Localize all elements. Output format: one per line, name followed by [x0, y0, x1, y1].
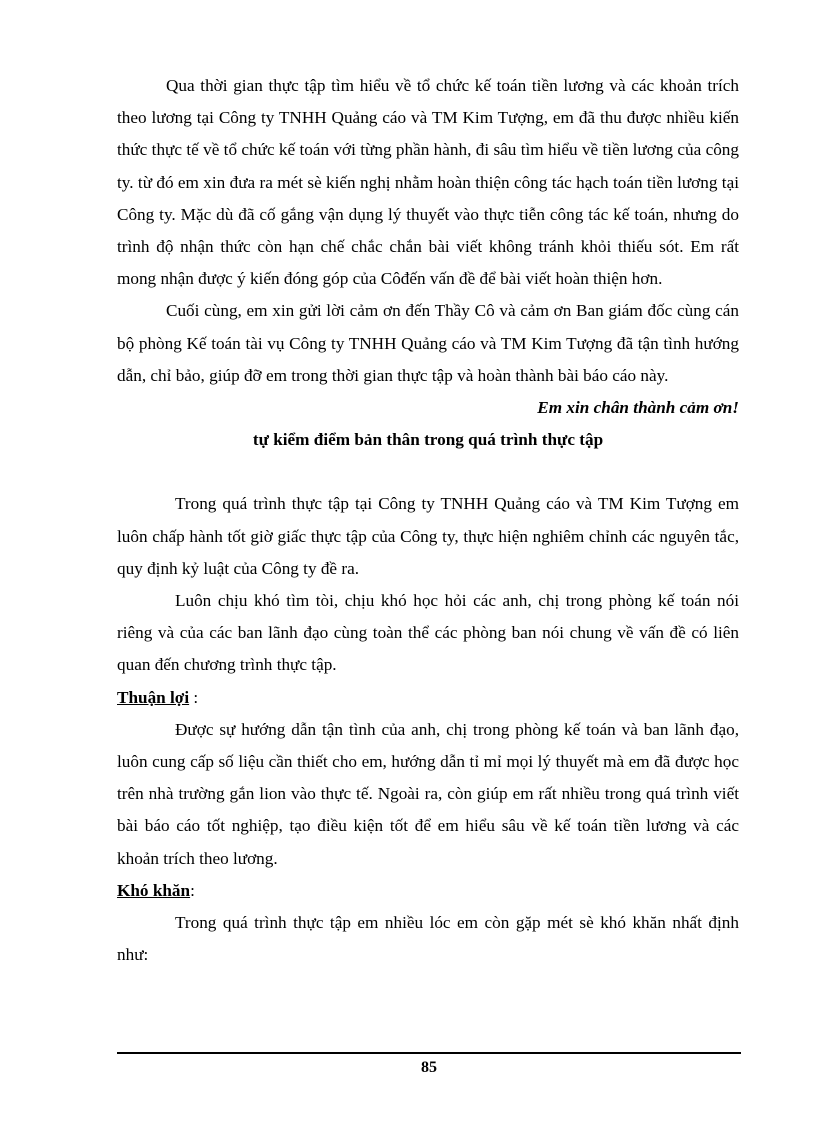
difficulties-colon: : — [190, 880, 195, 900]
paragraph-discipline: Trong quá trình thực tập tại Công ty TNHH Quảng cáo và TM Kim Tượng em luôn chấp hành tốt giờ giấc thực tập của Công ty, thực hiện nghiêm chỉnh các nguyên tắc, quy định kỷ luật của Công ty đề ra. — [117, 494, 739, 578]
thanks-line: Em xin chân thành cảm ơn! — [537, 398, 739, 418]
difficulties-label: Khó khăn — [117, 880, 191, 900]
difficulties-heading — [117, 875, 739, 907]
advantages-label: Thuận lợi — [117, 687, 190, 707]
footer-rule — [117, 1052, 741, 1054]
advantages-heading — [117, 682, 739, 714]
paragraph-advantages: Được sự hướng dẫn tận tình của anh, chị trong phòng kế toán và ban lãnh đạo, luôn cung cấp số liệu cần thiết cho em, hướng dẫn tỉ mỉ mọi lý thuyết mà em đã được học trên nhà trường gắn lion vào thực tế. Ngoài ra, còn giúp em rất nhiều trong quá trình viết bài báo cáo tốt nghiệp, tạo điều kiện tốt để em hiểu sâu về kế toán tiền lương và các khoản trích theo lương. — [117, 719, 739, 868]
advantages-colon: : — [189, 687, 199, 707]
section-title: tự kiểm điểm bản thân trong quá trình thực tập — [252, 430, 604, 450]
page-number: 85 — [421, 1059, 437, 1076]
paragraph-difficulties: Trong quá trình thực tập em nhiều lóc em còn gặp mét sè khó khăn nhất định như: — [117, 913, 739, 965]
paragraph-acknowledgement: Cuối cùng, em xin gửi lời cảm ơn đến Thầy Cô và cảm ơn Ban giám đốc cùng cán bộ phòng Kế toán tài vụ Công ty TNHH Quảng cáo và TM Kim Tượng đã tận tình hướng dẫn, chỉ bảo, giúp đỡ em trong thời gian thực tập và hoàn thành bài báo cáo này. — [117, 301, 739, 385]
blank-line — [117, 456, 739, 488]
paragraph-internship-summary: Qua thời gian thực tập tìm hiểu về tổ chức kế toán tiền lương và các khoản trích theo lương tại Công ty TNHH Quảng cáo và TM Kim Tượng, em đã thu được nhiều kiến thức thực tế về tổ chức kế toán với từng phần hành, đi sâu tìm hiểu về tiền lương của công ty. từ đó em xin đưa ra mét sè kiến nghị nhằm hoàn thiện công tác hạch toán tiền lương tại Công ty. Mặc dù đã cố gắng vận dụng lý thuyết vào thực tiễn công tác kế toán, nhưng do trình độ nhận thức còn hạn chế chắc chắn bài viết không tránh khỏi thiếu sót. Em rất mong nhận được ý kiến đóng góp của Côđến vấn đề để bài viết hoàn thiện hơn. — [117, 76, 739, 289]
body-text — [117, 70, 739, 971]
paragraph-learning: Luôn chịu khó tìm tòi, chịu khó học hỏi các anh, chị trong phòng kế toán nói riêng và của các ban lãnh đạo cùng toàn thể các phòng ban nói chung về vấn đề có liên quan đến chương trình thực tập. — [117, 591, 739, 675]
